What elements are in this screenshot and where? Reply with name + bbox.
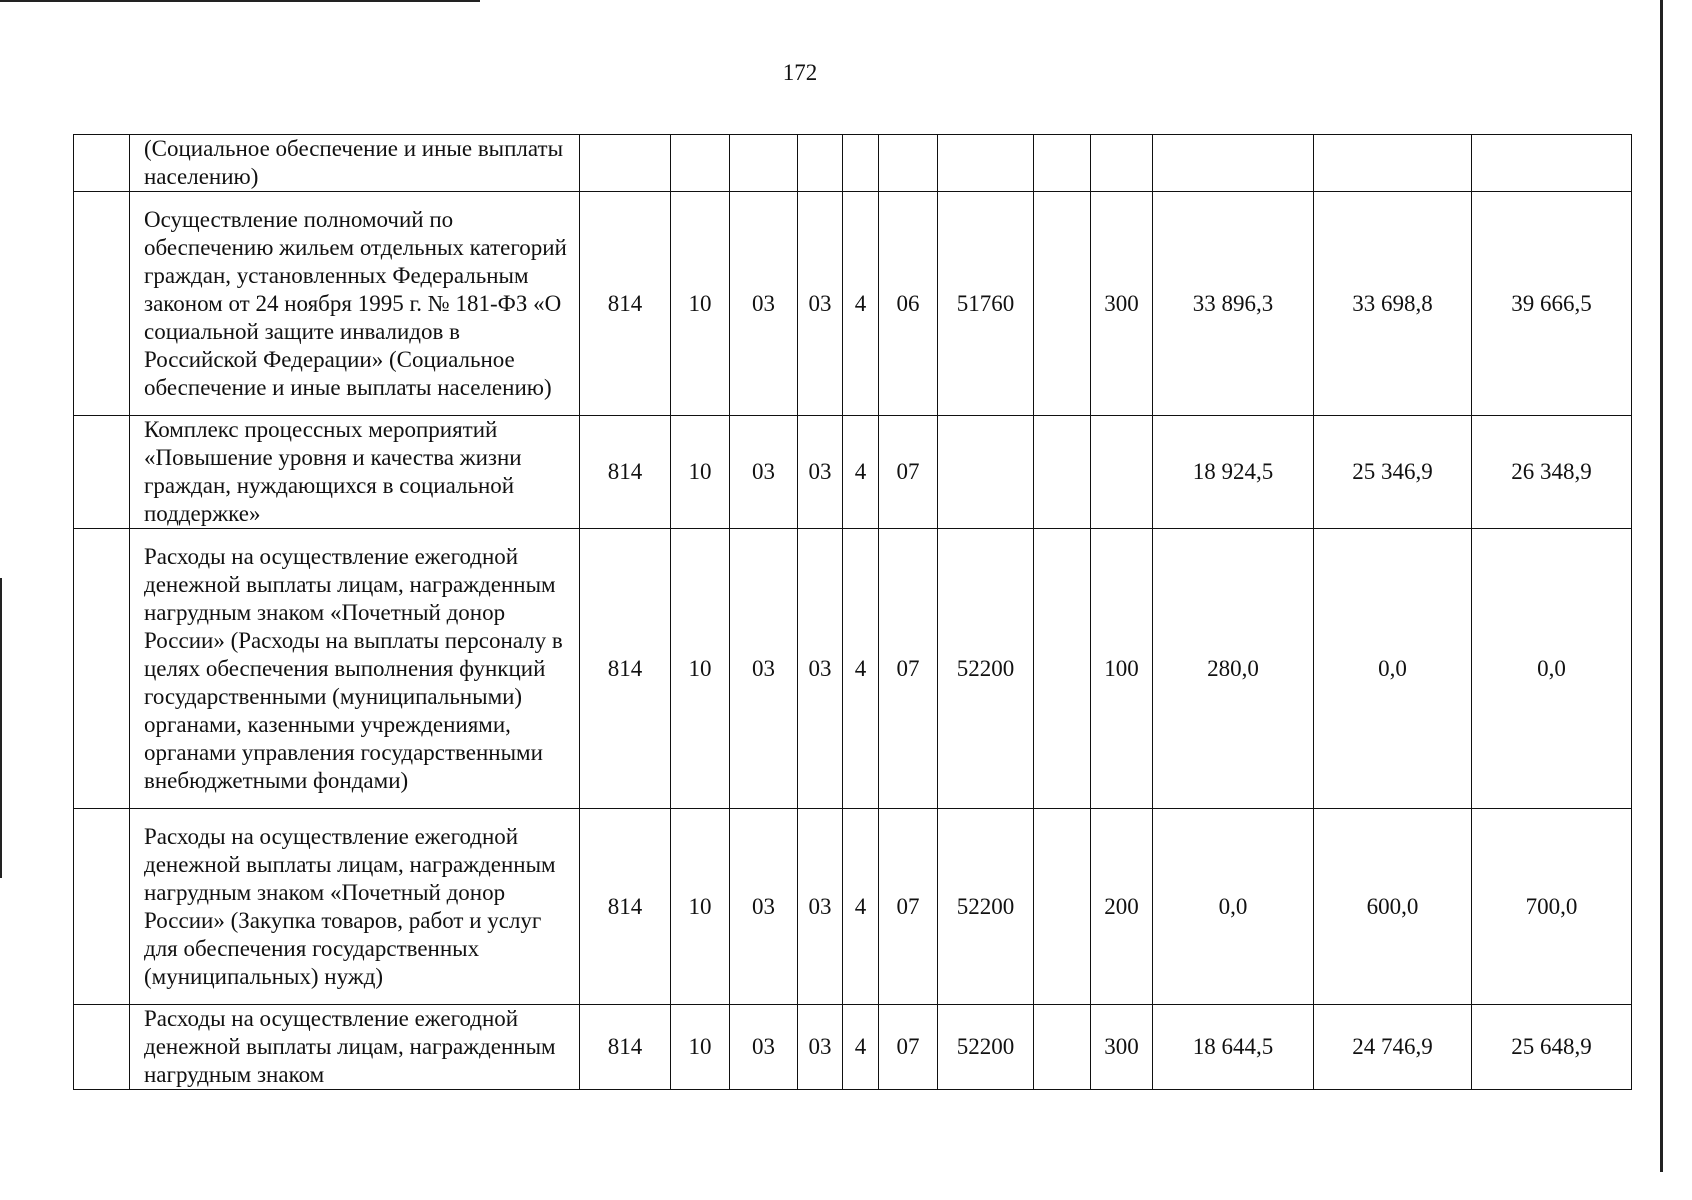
gr-code-cell: 814 [580,1005,671,1090]
csr-part1-cell [798,135,843,192]
csr-part2-cell: 4 [843,192,879,416]
description-cell: Расходы на осуществление ежегодной денежной выплаты лицам, награжденным нагрудным знаком [130,1005,580,1090]
amount-year3-cell: 0,0 [1472,529,1632,809]
table-row [74,135,1632,192]
csr-part5-cell [1034,1005,1091,1090]
pr-code-cell [730,135,798,192]
csr-part2-cell: 4 [843,416,879,529]
table-row [74,809,1632,1005]
amount-year2-cell: 0,0 [1314,529,1472,809]
description-cell: Расходы на осуществление ежегодной денежной выплаты лицам, награжденным нагрудным знаком «Почетный донор России» (Закупка товаров, работ и услуг для обеспечения государственных (муниципальных) нужд) [130,809,580,1005]
table-row [74,192,1632,416]
csr-part4-cell: 52200 [938,1005,1034,1090]
csr-part3-cell: 07 [879,1005,938,1090]
pr-code-cell: 03 [730,1005,798,1090]
page-number: 172 [782,60,818,85]
gr-code-cell: 814 [580,192,671,416]
csr-part3-cell: 06 [879,192,938,416]
csr-part5-cell [1034,529,1091,809]
rz-code-cell: 10 [671,416,730,529]
pr-code-cell: 03 [730,416,798,529]
rz-code-cell [671,135,730,192]
rz-code-cell: 10 [671,529,730,809]
csr-part1-cell: 03 [798,192,843,416]
scan-edge-right [1660,0,1663,1172]
scan-edge-top [0,0,480,2]
amount-year2-cell: 600,0 [1314,809,1472,1005]
gr-code-cell: 814 [580,416,671,529]
csr-part4-cell [938,416,1034,529]
amount-year3-cell [1472,135,1632,192]
csr-part5-cell [1034,809,1091,1005]
description-cell: Комплекс процессных мероприятий «Повышение уровня и качества жизни граждан, нуждающихся в социальной поддержке» [130,416,580,529]
rz-code-cell: 10 [671,809,730,1005]
amount-year3-cell: 39 666,5 [1472,192,1632,416]
csr-part4-cell: 51760 [938,192,1034,416]
gr-code-cell [580,135,671,192]
amount-year2-cell: 33 698,8 [1314,192,1472,416]
amount-year3-cell: 700,0 [1472,809,1632,1005]
description-cell: (Социальное обеспечение и иные выплаты населению) [130,135,580,192]
row-number-cell [74,809,130,1005]
amount-year1-cell: 18 924,5 [1153,416,1314,529]
gr-code-cell: 814 [580,809,671,1005]
csr-part3-cell: 07 [879,416,938,529]
csr-part1-cell: 03 [798,529,843,809]
csr-part1-cell: 03 [798,416,843,529]
row-number-cell [74,1005,130,1090]
csr-part3-cell: 07 [879,529,938,809]
amount-year1-cell: 280,0 [1153,529,1314,809]
pr-code-cell: 03 [730,192,798,416]
csr-part5-cell [1034,135,1091,192]
row-number-cell [74,529,130,809]
csr-part2-cell: 4 [843,529,879,809]
vr-code-cell: 200 [1091,809,1153,1005]
row-number-cell [74,192,130,416]
vr-code-cell: 100 [1091,529,1153,809]
vr-code-cell: 300 [1091,1005,1153,1090]
csr-part2-cell: 4 [843,809,879,1005]
description-cell: Расходы на осуществление ежегодной денежной выплаты лицам, награжденным нагрудным знаком «Почетный донор России» (Расходы на выплаты персоналу в целях обеспечения выполнения функций государственными (муниципальными) органами, казенными учреждениями, органами управления государственными внебюджетными фондами) [130,529,580,809]
vr-code-cell [1091,416,1153,529]
amount-year2-cell: 25 346,9 [1314,416,1472,529]
csr-part2-cell [843,135,879,192]
budget-table [73,134,1632,1090]
amount-year2-cell: 24 746,9 [1314,1005,1472,1090]
pr-code-cell: 03 [730,529,798,809]
csr-part1-cell: 03 [798,1005,843,1090]
csr-part3-cell: 07 [879,809,938,1005]
csr-part5-cell [1034,192,1091,416]
vr-code-cell [1091,135,1153,192]
rz-code-cell: 10 [671,192,730,416]
amount-year1-cell: 18 644,5 [1153,1005,1314,1090]
amount-year3-cell: 26 348,9 [1472,416,1632,529]
description-cell: Осуществление полномочий по обеспечению жильем отдельных категорий граждан, установленных Федеральным законом от 24 ноября 1995 г. № 181-ФЗ «О социальной защите инвалидов в Российской Федерации» (Социальное обеспечение и иные выплаты населению) [130,192,580,416]
table-row [74,1005,1632,1090]
csr-part4-cell: 52200 [938,809,1034,1005]
amount-year1-cell [1153,135,1314,192]
pr-code-cell: 03 [730,809,798,1005]
vr-code-cell: 300 [1091,192,1153,416]
table-row [74,416,1632,529]
amount-year1-cell: 0,0 [1153,809,1314,1005]
row-number-cell [74,416,130,529]
row-number-cell [74,135,130,192]
csr-part3-cell [879,135,938,192]
csr-part5-cell [1034,416,1091,529]
csr-part4-cell [938,135,1034,192]
csr-part4-cell: 52200 [938,529,1034,809]
amount-year2-cell [1314,135,1472,192]
csr-part2-cell: 4 [843,1005,879,1090]
amount-year1-cell: 33 896,3 [1153,192,1314,416]
table-row [74,529,1632,809]
csr-part1-cell: 03 [798,809,843,1005]
amount-year3-cell: 25 648,9 [1472,1005,1632,1090]
scan-edge-left [0,578,2,878]
rz-code-cell: 10 [671,1005,730,1090]
gr-code-cell: 814 [580,529,671,809]
